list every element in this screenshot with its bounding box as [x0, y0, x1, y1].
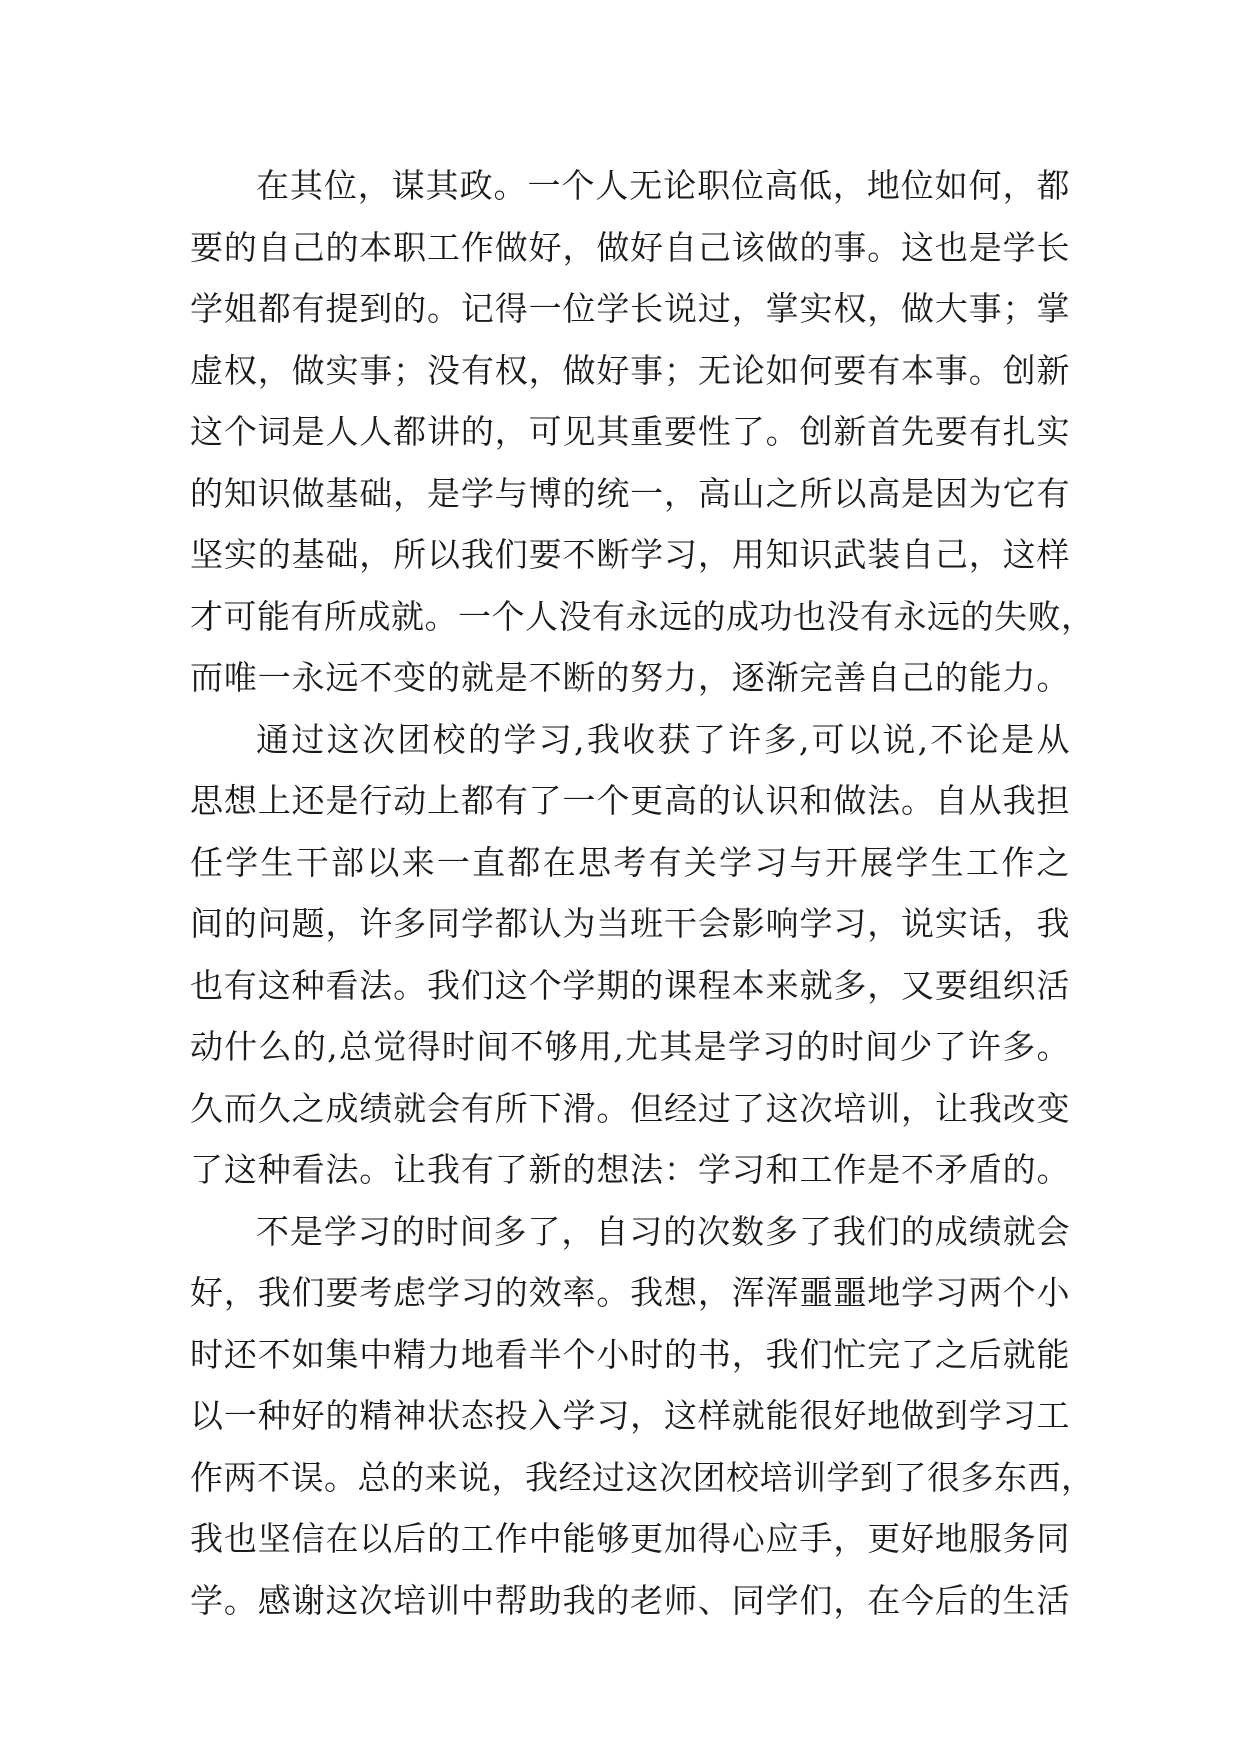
text-line: 才可能有所成就。一个人没有永远的成功也没有永远的失败， [190, 596, 1095, 636]
text-line: 间的问题，许多同学都认为当班干会影响学习，说实话，我 [190, 904, 1070, 943]
paragraph-2 [190, 709, 1070, 1201]
text-line: 不是学习的时间多了，自习的次数多了我们的成绩就会 [256, 1211, 1070, 1251]
text-line: 要的自己的本职工作做好，做好自己该做的事。这也是学长 [190, 227, 1070, 267]
text-line: 在其位，谋其政。一个人无论职位高低，地位如何，都 [256, 166, 1070, 205]
text-line: 时还不如集中精力地看半个小时的书，我们忙完了之后就能 [190, 1334, 1070, 1374]
text-line: 作两不误。总的来说，我经过这次团校培训学到了很多东西， [190, 1457, 1095, 1497]
text-line: 我也坚信在以后的工作中能够更加得心应手，更好地服务同 [190, 1519, 1070, 1558]
body-text [190, 155, 1095, 1631]
text-line: 好，我们要考虑学习的效率。我想，浑浑噩噩地学习两个小 [190, 1273, 1070, 1312]
text-line: 也有这种看法。我们这个学期的课程本来就多，又要组织活 [190, 965, 1070, 1005]
text-line: 学姐都有提到的。记得一位学长说过，掌实权，做大事；掌 [190, 289, 1070, 328]
text-line: 学。感谢这次培训中帮助我的老师、同学们，在今后的生活 [190, 1580, 1070, 1620]
text-line: 通过这次团校的学习,我收获了许多,可以说,不论是从 [256, 719, 1070, 759]
text-line: 坚实的基础，所以我们要不断学习，用知识武装自己，这样 [190, 535, 1070, 574]
text-line: 动什么的,总觉得时间不够用,尤其是学习的时间少了许多。 [190, 1027, 1070, 1066]
text-line: 虚权，做实事；没有权，做好事；无论如何要有本事。创新 [190, 350, 1070, 390]
text-line: 的知识做基础，是学与博的统一，高山之所以高是因为它有 [190, 473, 1070, 513]
paragraph-3 [190, 1201, 1095, 1632]
text-line: 以一种好的精神状态投入学习，这样就能很好地做到学习工 [190, 1396, 1070, 1435]
text-line: 了这种看法。让我有了新的想法：学习和工作是不矛盾的。 [190, 1150, 1070, 1189]
text-line: 任学生干部以来一直都在思考有关学习与开展学生工作之 [190, 842, 1070, 882]
text-line: 而唯一永远不变的就是不断的努力，逐渐完善自己的能力。 [190, 658, 1070, 697]
text-line: 久而久之成绩就会有所下滑。但经过了这次培训，让我改变 [190, 1088, 1070, 1128]
text-line: 思想上还是行动上都有了一个更高的认识和做法。自从我担 [190, 781, 1070, 820]
paragraph-1 [190, 155, 1095, 709]
text-line: 这个词是人人都讲的，可见其重要性了。创新首先要有扎实 [190, 412, 1070, 451]
